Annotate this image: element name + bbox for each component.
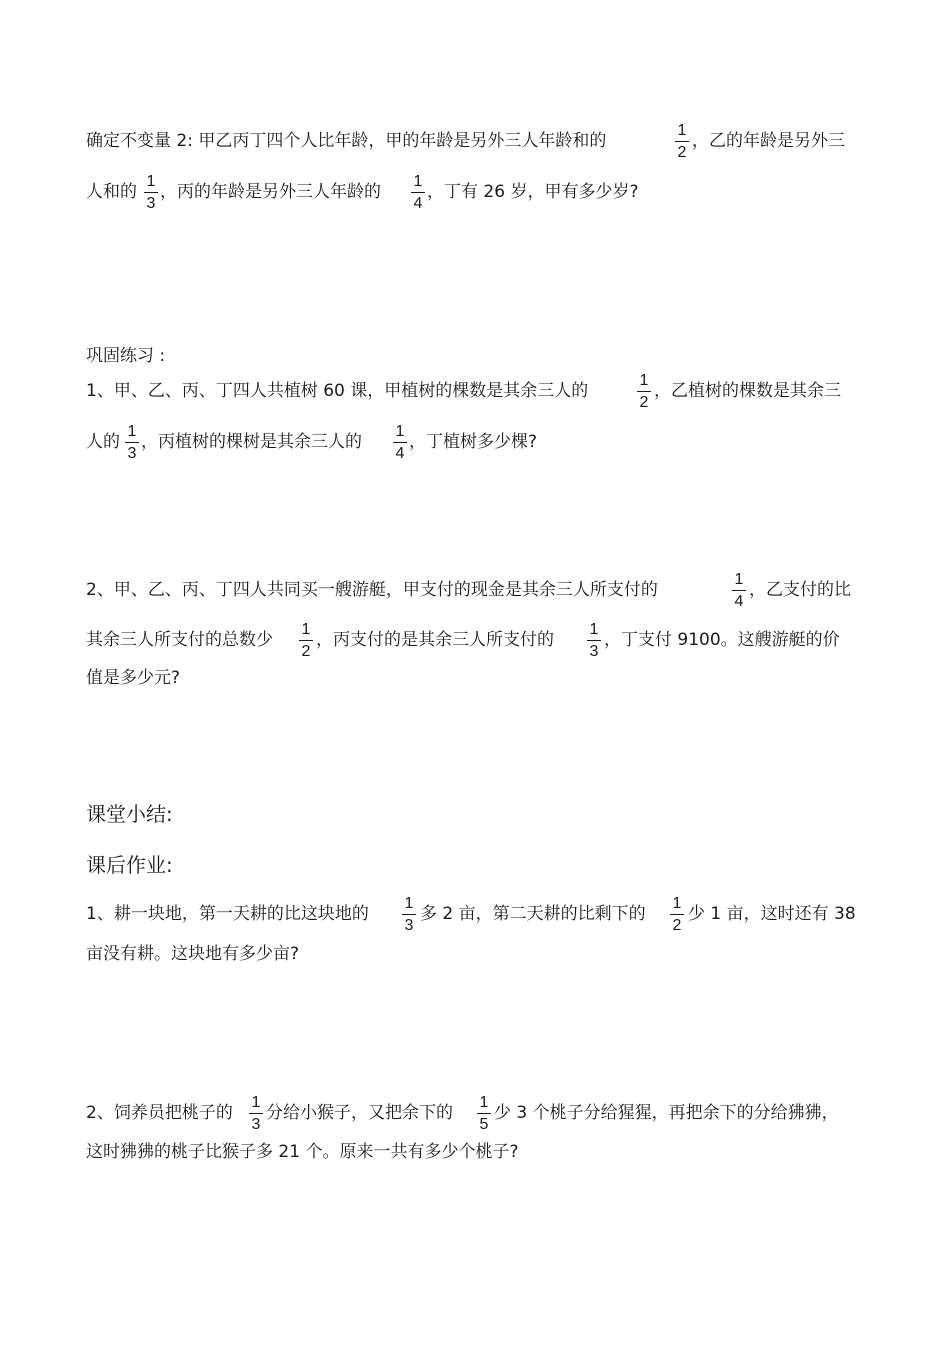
fraction-numerator: 1 bbox=[479, 1094, 489, 1111]
problem-2-line-1a: 确定不变量 2: 甲乙丙丁四个人比年龄，甲的年龄是另外三人年龄和的 bbox=[86, 131, 607, 151]
fraction-denominator: 2 bbox=[677, 144, 687, 161]
practice-1-line-1a: 1、甲、乙、丙、丁四人共植树 60 课，甲植树的棵数是其余三人的 bbox=[86, 381, 589, 401]
fraction-one-third bbox=[402, 895, 416, 935]
fraction-numerator: 1 bbox=[127, 423, 137, 440]
fraction-numerator: 1 bbox=[672, 895, 682, 912]
summary-heading: 课堂小结: bbox=[86, 802, 173, 826]
practice-1-line-2c: ，丁植树多少棵? bbox=[409, 432, 538, 452]
problem-2-line-2b: ，丙的年龄是另外三人年龄的 bbox=[160, 182, 381, 202]
practice-1-line-2b: ，丙植树的棵树是其余三人的 bbox=[141, 432, 362, 452]
fraction-denominator: 2 bbox=[672, 917, 682, 934]
fraction-one-fifth bbox=[477, 1094, 491, 1134]
homework-2-line-2: 这时狒狒的桃子比猴子多 21 个。原来一共有多少个桃子? bbox=[86, 1142, 519, 1162]
fraction-numerator: 1 bbox=[301, 621, 311, 638]
fraction-numerator: 1 bbox=[395, 423, 405, 440]
homework-2-line-1b: 分给小猴子，又把余下的 bbox=[266, 1103, 453, 1123]
problem-2-line-2a: 人和的 bbox=[86, 182, 137, 202]
fraction-one-third bbox=[249, 1094, 263, 1134]
fraction-numerator: 1 bbox=[404, 895, 414, 912]
fraction-numerator: 1 bbox=[413, 173, 423, 190]
homework-2-line-1a: 2、饲养员把桃子的 bbox=[86, 1103, 233, 1123]
practice-2-line-1a: 2、甲、乙、丙、丁四人共同买一艘游艇，甲支付的现金是其余三人所支付的 bbox=[86, 580, 658, 600]
fraction-denominator: 3 bbox=[127, 445, 137, 462]
practice-1-line-2a: 人的 bbox=[86, 432, 120, 452]
practice-2-line-2a: 其余三人所支付的总数少 bbox=[86, 630, 273, 650]
fraction-denominator: 3 bbox=[589, 643, 599, 660]
practice-1-line-1b: ，乙植树的棵数是其余三 bbox=[654, 381, 841, 401]
problem-2-line-1b: ，乙的年龄是另外三 bbox=[692, 131, 845, 151]
fraction-one-third bbox=[587, 621, 601, 661]
fraction-one-quarter bbox=[732, 571, 746, 611]
fraction-denominator: 2 bbox=[301, 643, 311, 660]
practice-2-line-2c: ，丁支付 9100。这艘游艇的价 bbox=[604, 630, 840, 650]
homework-1-line-2: 亩没有耕。这块地有多少亩? bbox=[86, 944, 300, 964]
fraction-one-quarter bbox=[393, 423, 407, 463]
practice-2-line-1b: ，乙支付的比 bbox=[749, 580, 851, 600]
fraction-denominator: 3 bbox=[404, 917, 414, 934]
homework-2-line-1c: 少 3 个桃子分给猩猩，再把余下的分给狒狒， bbox=[494, 1103, 839, 1123]
fraction-numerator: 1 bbox=[251, 1094, 261, 1111]
fraction-denominator: 4 bbox=[413, 195, 423, 212]
fraction-one-half bbox=[637, 372, 651, 412]
homework-heading: 课后作业: bbox=[86, 853, 173, 877]
homework-1-line-1b: 多 2 亩，第二天耕的比剩下的 bbox=[420, 904, 646, 924]
homework-1-line-1a: 1、耕一块地，第一天耕的比这块地的 bbox=[86, 904, 369, 924]
homework-1-line-1c: 少 1 亩，这时还有 38 bbox=[688, 904, 856, 924]
practice-2-line-3: 值是多少元? bbox=[86, 668, 181, 688]
fraction-denominator: 5 bbox=[479, 1116, 489, 1133]
fraction-denominator: 2 bbox=[639, 394, 649, 411]
fraction-denominator: 4 bbox=[395, 445, 405, 462]
fraction-one-half bbox=[670, 895, 684, 935]
problem-2-line-2c: ，丁有 26 岁，甲有多少岁? bbox=[427, 182, 639, 202]
fraction-numerator: 1 bbox=[146, 173, 156, 190]
fraction-numerator: 1 bbox=[677, 122, 687, 139]
fraction-denominator: 3 bbox=[146, 195, 156, 212]
fraction-one-third bbox=[125, 423, 139, 463]
practice-2-line-2b: ，丙支付的是其余三人所支付的 bbox=[316, 630, 554, 650]
fraction-one-quarter bbox=[411, 173, 425, 213]
fraction-one-half bbox=[299, 621, 313, 661]
practice-title: 巩固练习 : bbox=[86, 346, 166, 366]
fraction-numerator: 1 bbox=[734, 571, 744, 588]
fraction-one-third bbox=[144, 173, 158, 213]
fraction-denominator: 4 bbox=[734, 593, 744, 610]
fraction-one-half bbox=[675, 122, 689, 162]
fraction-denominator: 3 bbox=[251, 1116, 261, 1133]
fraction-numerator: 1 bbox=[589, 621, 599, 638]
fraction-numerator: 1 bbox=[639, 372, 649, 389]
